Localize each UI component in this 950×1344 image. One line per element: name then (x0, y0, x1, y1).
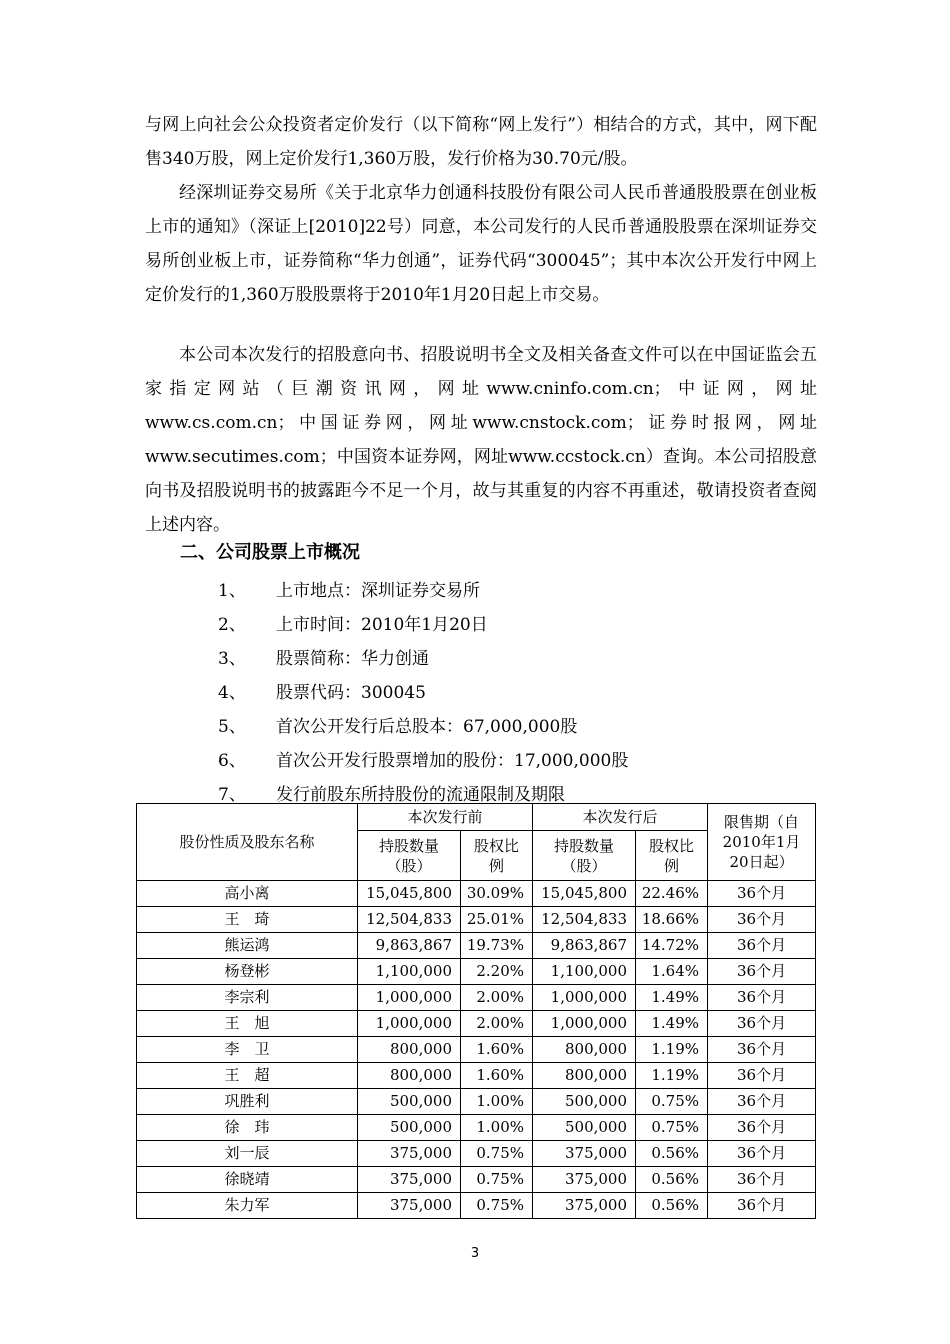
cell-pct-before: 1.60% (461, 1037, 533, 1063)
cell-qty-before: 375,000 (358, 1193, 461, 1219)
list-item-number: 5、 (218, 717, 246, 737)
cell-qty-after: 375,000 (533, 1193, 636, 1219)
list-item-text: 首次公开发行股票增加的股份：17,000,000股 (276, 751, 629, 771)
cell-qty-after: 1,000,000 (533, 1011, 636, 1037)
list-item (218, 676, 628, 710)
list-item (218, 710, 628, 744)
list-item-text: 股票代码：300045 (276, 683, 426, 703)
cell-qty-before: 500,000 (358, 1115, 461, 1141)
cell-lockup: 36个月 (708, 1141, 816, 1167)
cell-qty-after: 375,000 (533, 1141, 636, 1167)
list-item-number: 2、 (218, 615, 246, 635)
cell-pct-after: 1.49% (636, 985, 708, 1011)
cell-shareholder-name: 徐 玮 (137, 1115, 358, 1141)
cell-qty-before: 15,045,800 (358, 881, 461, 907)
cell-pct-after: 1.49% (636, 1011, 708, 1037)
page-number: 3 (470, 1246, 480, 1261)
cell-lockup: 36个月 (708, 959, 816, 985)
table-row (137, 1011, 816, 1037)
cell-pct-after: 0.75% (636, 1089, 708, 1115)
cell-qty-after: 800,000 (533, 1037, 636, 1063)
cell-pct-after: 22.46% (636, 881, 708, 907)
list-item-number: 4、 (218, 683, 246, 703)
header-before-issuance: 本次发行前 (358, 804, 533, 831)
paragraph-listing-approval: 经深圳证券交易所《关于北京华力创通科技股份有限公司人民币普通股股票在创业板上市的通知》（深证上[2010]22号）同意，本公司发行的人民币普通股股票在深圳证券交易所创业板上市，证券简称“华力创通”，证券代码“300045”；其中本次公开发行中网上定价发行的1,360万股股票将于2010年1月20日起上市交易。 (145, 183, 817, 305)
cell-pct-before: 30.09% (461, 881, 533, 907)
cell-pct-before: 19.73% (461, 933, 533, 959)
cell-pct-after: 14.72% (636, 933, 708, 959)
cell-qty-before: 500,000 (358, 1089, 461, 1115)
list-item-text: 首次公开发行后总股本：67,000,000股 (276, 717, 578, 737)
cell-pct-before: 2.00% (461, 1011, 533, 1037)
cell-shareholder-name: 杨登彬 (137, 959, 358, 985)
table-row (137, 1063, 816, 1089)
table-row (137, 1167, 816, 1193)
cell-pct-before: 1.00% (461, 1089, 533, 1115)
cell-qty-before: 9,863,867 (358, 933, 461, 959)
header-pct-after: 股权比例 (636, 831, 708, 881)
cell-qty-after: 12,504,833 (533, 907, 636, 933)
cell-pct-before: 1.00% (461, 1115, 533, 1141)
table-row (137, 985, 816, 1011)
list-item-text: 上市时间：2010年1月20日 (276, 615, 488, 635)
list-item-number: 3、 (218, 649, 246, 669)
header-qty-before: 持股数量（股） (358, 831, 461, 881)
cell-shareholder-name: 王 琦 (137, 907, 358, 933)
list-item-text: 发行前股东所持股份的流通限制及期限 (276, 785, 565, 805)
table-row (137, 1141, 816, 1167)
cell-lockup: 36个月 (708, 907, 816, 933)
header-qty-after: 持股数量（股） (533, 831, 636, 881)
cell-qty-before: 12,504,833 (358, 907, 461, 933)
cell-shareholder-name: 熊运鸿 (137, 933, 358, 959)
cell-shareholder-name: 王 超 (137, 1063, 358, 1089)
cell-pct-after: 1.19% (636, 1037, 708, 1063)
list-item (218, 744, 628, 778)
cell-qty-after: 1,100,000 (533, 959, 636, 985)
cell-qty-after: 1,000,000 (533, 985, 636, 1011)
cell-pct-before: 0.75% (461, 1167, 533, 1193)
list-item (218, 642, 628, 676)
cell-shareholder-name: 徐晓靖 (137, 1167, 358, 1193)
cell-pct-before: 2.20% (461, 959, 533, 985)
cell-pct-after: 0.56% (636, 1193, 708, 1219)
cell-lockup: 36个月 (708, 1115, 816, 1141)
table-row (137, 1115, 816, 1141)
list-item-text: 股票简称：华力创通 (276, 649, 429, 669)
cell-pct-after: 1.19% (636, 1063, 708, 1089)
cell-qty-after: 500,000 (533, 1089, 636, 1115)
cell-qty-after: 9,863,867 (533, 933, 636, 959)
header-shareholder-name: 股份性质及股东名称 (137, 804, 358, 881)
cell-qty-before: 375,000 (358, 1167, 461, 1193)
header-after-issuance: 本次发行后 (533, 804, 708, 831)
cell-qty-after: 500,000 (533, 1115, 636, 1141)
paragraph-disclosure-websites: 本公司本次发行的招股意向书、招股说明书全文及相关备查文件可以在中国证监会五家指定网站（巨潮资讯网，网址www.cninfo.com.cn；中证网，网址www.cs.com.cn；中国证券网，网址www.cnstock.com；证券时报网，网址www.secutimes.com；中国资本证券网，网址www.ccstock.cn）查询。本公司招股意向书及招股说明书的披露距今不足一个月，故与其重复的内容不再重述，敬请投资者查阅上述内容。 (145, 345, 817, 535)
cell-shareholder-name: 高小离 (137, 881, 358, 907)
cell-pct-before: 2.00% (461, 985, 533, 1011)
cell-shareholder-name: 朱力军 (137, 1193, 358, 1219)
cell-lockup: 36个月 (708, 881, 816, 907)
cell-pct-before: 0.75% (461, 1141, 533, 1167)
table-row (137, 1089, 816, 1115)
list-item-number: 1、 (218, 581, 246, 601)
shareholding-table (136, 803, 816, 1219)
cell-lockup: 36个月 (708, 1089, 816, 1115)
cell-shareholder-name: 巩胜利 (137, 1089, 358, 1115)
cell-pct-before: 25.01% (461, 907, 533, 933)
cell-lockup: 36个月 (708, 1037, 816, 1063)
cell-qty-before: 800,000 (358, 1037, 461, 1063)
list-item-number: 6、 (218, 751, 246, 771)
cell-shareholder-name: 李 卫 (137, 1037, 358, 1063)
cell-pct-after: 0.56% (636, 1141, 708, 1167)
cell-pct-after: 1.64% (636, 959, 708, 985)
cell-qty-before: 375,000 (358, 1141, 461, 1167)
table-row (137, 1193, 816, 1219)
table-row (137, 959, 816, 985)
cell-lockup: 36个月 (708, 1063, 816, 1089)
cell-lockup: 36个月 (708, 1167, 816, 1193)
list-item-number: 7、 (218, 785, 246, 805)
cell-qty-before: 1,000,000 (358, 1011, 461, 1037)
cell-qty-before: 1,100,000 (358, 959, 461, 985)
paragraph-issuance-method: 与网上向社会公众投资者定价发行（以下简称“网上发行”）相结合的方式，其中，网下配售340万股，网上定价发行1,360万股，发行价格为30.70元/股。 (145, 115, 817, 169)
cell-lockup: 36个月 (708, 1011, 816, 1037)
cell-qty-after: 800,000 (533, 1063, 636, 1089)
cell-pct-after: 0.56% (636, 1167, 708, 1193)
cell-shareholder-name: 王 旭 (137, 1011, 358, 1037)
cell-lockup: 36个月 (708, 1193, 816, 1219)
list-item (218, 574, 628, 608)
header-lockup-period: 限售期（自2010年1月20日起） (708, 804, 816, 881)
section-heading: 二、公司股票上市概况 (180, 542, 360, 563)
cell-qty-before: 800,000 (358, 1063, 461, 1089)
list-item (218, 608, 628, 642)
listing-overview-list (218, 574, 628, 812)
cell-pct-before: 0.75% (461, 1193, 533, 1219)
cell-lockup: 36个月 (708, 933, 816, 959)
cell-pct-after: 0.75% (636, 1115, 708, 1141)
header-pct-before: 股权比例 (461, 831, 533, 881)
cell-qty-after: 15,045,800 (533, 881, 636, 907)
cell-qty-before: 1,000,000 (358, 985, 461, 1011)
table-row (137, 907, 816, 933)
cell-shareholder-name: 刘一辰 (137, 1141, 358, 1167)
table-row (137, 933, 816, 959)
table-row (137, 1037, 816, 1063)
table-row (137, 881, 816, 907)
cell-pct-after: 18.66% (636, 907, 708, 933)
cell-lockup: 36个月 (708, 985, 816, 1011)
cell-pct-before: 1.60% (461, 1063, 533, 1089)
list-item-text: 上市地点：深圳证券交易所 (276, 581, 480, 601)
cell-shareholder-name: 李宗利 (137, 985, 358, 1011)
cell-qty-after: 375,000 (533, 1167, 636, 1193)
